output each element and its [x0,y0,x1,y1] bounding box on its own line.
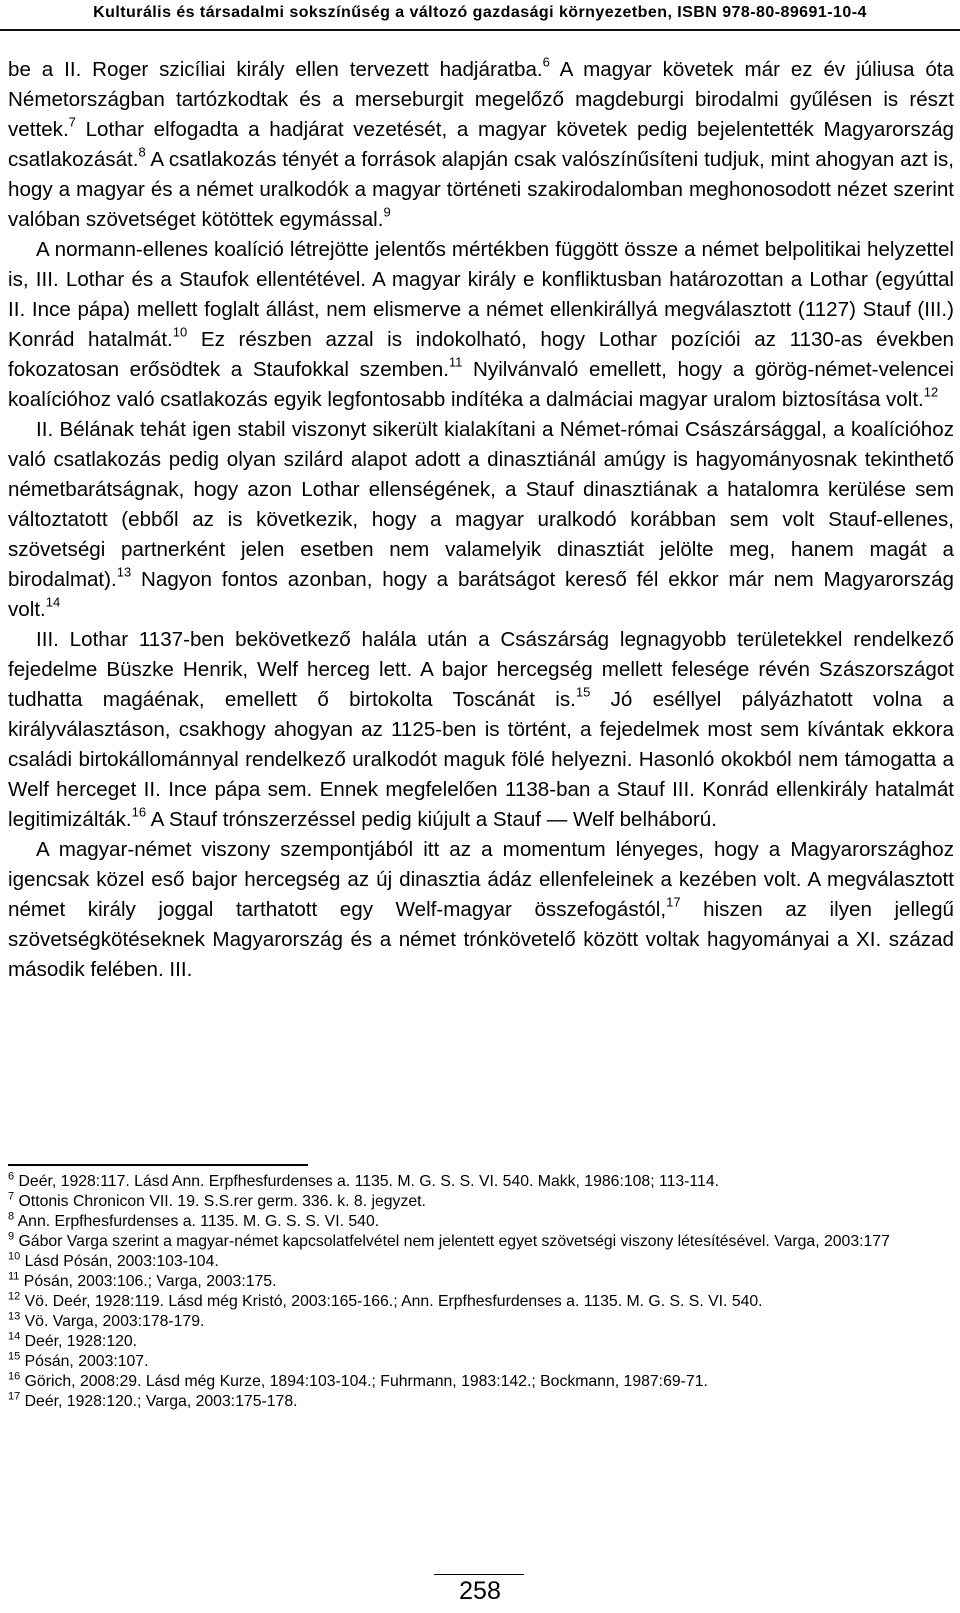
footnote-reference: 17 [666,894,681,910]
footnote-reference: 9 [383,204,391,220]
paragraph-text: be a II. Roger szicíliai király ellen tervezett hadjáratba. [8,58,543,81]
footnote-text: Pósán, 2003:107. [20,1353,149,1370]
footnote-number: 13 [8,1310,21,1323]
paragraph [8,835,954,985]
footnote-number: 6 [8,1170,15,1183]
paragraph [8,415,954,625]
footnote-text: Vö. Varga, 2003:178-179. [20,1313,205,1330]
footnote-text: Görich, 2008:29. Lásd még Kurze, 1894:103-104.; Fuhrmann, 1983:142.; Bockmann, 1987:69-71. [20,1373,708,1390]
footnote [8,1332,908,1352]
footnote-number: 11 [8,1270,20,1283]
footnote-reference: 6 [542,54,550,70]
paragraph-text: A Stauf trónszerzéssel pedig kiújult a Stauf — Welf belháború. [146,808,717,831]
footnote-text: Deér, 1928:120.; Varga, 2003:175-178. [20,1393,298,1410]
page-number: 258 [459,1577,501,1605]
footnote-text: Gábor Varga szerint a magyar-német kapcsolatfelvétel nem jelentett egyet szövetségi viszony létesítésével. Varga, 2003:177 [14,1233,890,1250]
header-rule [0,29,960,31]
footnote [8,1232,908,1252]
footnote-text: Lásd Pósán, 2003:103-104. [20,1253,219,1270]
footnote [8,1272,908,1292]
footnote-text: Ann. Erpfhesfurdenses a. 1135. M. G. S. S. VI. 540. [14,1213,380,1230]
footnote-number: 12 [8,1290,21,1303]
footnote [8,1312,908,1332]
footnote-reference: 12 [923,384,939,400]
footnote [8,1292,908,1312]
footnote-text: Deér, 1928:117. Lásd Ann. Erpfhesfurdenses a. 1135. M. G. S. S. VI. 540. Makk, 1986:108; 113-114. [14,1173,719,1190]
paragraph-text: Nagyon fontos azonban, hogy a barátságot kereső fél ekkor már nem Magyarország volt. [8,568,954,621]
footnote [8,1372,908,1392]
footnote [8,1392,908,1412]
body-text [8,55,954,985]
footnote [8,1352,908,1372]
footnote-reference: 14 [45,594,61,610]
footnote [8,1252,908,1272]
paragraph-text: A magyar-német viszony szempontjából itt az a momentum lényeges, hogy a Magyarországhoz igencsak közel eső bajor hercegség az új dinasztia ádáz ellenfeleinek a kezében volt. A megválasztott német király joggal tarthatott egy Welf-magyar összefogástól, [8,838,954,921]
footnote-number: 15 [8,1350,21,1363]
footnote-reference: 13 [116,564,132,580]
footnote [8,1192,908,1212]
footnote-text: Ottonis Chronicon VII. 19. S.S.rer germ. 336. k. 8. jegyzet. [14,1193,426,1210]
footnote-text: Vö. Deér, 1928:119. Lásd még Kristó, 2003:165-166.; Ann. Erpfhesfurdenses a. 1135. M. G. S. S. VI. 540. [20,1293,763,1310]
page-number-rule [434,1574,524,1575]
footnote-reference: 10 [172,324,188,340]
paragraph-text: A csatlakozás tényét a források alapján csak valószínűsíteni tudjuk, mint ahogyan azt is, hogy a magyar és a német uralkodók a magyar történeti szakirodalomban meghonosodott nézet szerint valóban szövetséget kötöttek egymással. [8,148,954,231]
paragraph-text: Ez részben azzal is indokolható, hogy Lothar pozíciói az 1130-as években fokozatosan erősödtek a Staufokkal szemben. [8,328,954,381]
paragraph-text: hiszen az ilyen jellegű szövetségkötéseknek Magyarország és a német trónkövetelő között voltak hagyományai a XI. század második felében. III. [8,898,954,981]
footnote-number: 17 [8,1390,21,1403]
paragraph [8,235,954,415]
footnote-reference: 7 [68,114,76,130]
footnote-number: 16 [8,1370,21,1383]
footnote-reference: 11 [448,354,463,370]
footnote [8,1212,908,1232]
footnotes [8,1172,908,1412]
footnote-text: Deér, 1928:120. [20,1333,138,1350]
running-header: Kulturális és társadalmi sokszínűség a változó gazdasági környezetben, ISBN 978-80-89691-10-4 [93,4,867,21]
footnote-reference: 15 [575,684,591,700]
footnote-number: 8 [8,1210,15,1223]
footnote-number: 14 [8,1330,21,1343]
paragraph-text: II. Bélának tehát igen stabil viszonyt sikerült kialakítani a Német-római Császársággal, a koalícióhoz való csatlakozás pedig olyan szilárd alapot adott a dinasztiánál amúgy is hagyományosnak tekinthető németbarátságnak, hogy azon Lothar ellenségének, a Stauf dinasztiának a hatalomra kerülése sem változtatott (ebből az is következik, hogy a magyar uralkodó korábban sem volt Stauf-ellenes, szövetségi partnerként jelen esetben nem valamelyik dinasztiát jelölte meg, hanem magát a birodalmat). [8,418,954,591]
footnote-number: 7 [8,1190,15,1203]
paragraph [8,625,954,835]
paragraph-text: A magyar követek már ez év júliusa óta Németországban tartózkodtak és a merseburgit megelőző magdeburgi birodalmi gyűlésen is részt vettek. [8,58,954,141]
footnote [8,1172,908,1192]
paragraph-text: Jó eséllyel pályázhatott volna a királyválasztáson, csakhogy ahogyan az 1125-ben is történt, a fejedelmek most sem kívántak ekkora családi birtokállománnyal rendelkező uralkodót maguk fölé helyezni. Hasonló okokból nem támogatta a Welf herceget II. Ince pápa sem. Ennek megfelelően 1138-ban a Stauf III. Konrád ellenkirály hatalmát legitimizálták. [8,688,954,831]
paragraph-text: Lothar elfogadta a hadjárat vezetését, a magyar követek pedig bejelentették Magyarország csatlakozását. [8,118,954,171]
footnote-number: 9 [8,1230,15,1243]
paragraph [8,55,954,235]
footnote-reference: 8 [138,144,146,160]
footnote-separator [8,1164,308,1166]
footnote-reference: 16 [131,804,147,820]
paragraph-text: III. Lothar 1137-ben bekövetkező halála után a Császárság legnagyobb területekkel rendelkező fejedelme Büszke Henrik, Welf herceg lett. A bajor hercegség mellett felesége révén Szászországot tudhatta magáénak, emellett ő birtokolta Toscánát is. [8,628,954,711]
paragraph-text: Nyilvánvaló emellett, hogy a görög-német-velencei koalícióhoz való csatlakozás egyik legfontosabb indítéka a dalmáciai magyar uralom biztosítása volt. [8,358,955,411]
footnote-text: Pósán, 2003:106.; Varga, 2003:175. [19,1273,277,1290]
footnote-number: 10 [8,1250,21,1263]
paragraph-text: A normann-ellenes koalíció létrejötte jelentős mértékben függött össze a német belpolitikai helyzettel is, III. Lothar és a Staufok ellentétével. A magyar király e konfliktusban határozottan a Lothar (egyúttal II. Ince pápa) mellett foglalt állást, nem elismerve a német ellenkirállyá megválasztott (1127) Stauf (III.) Konrád hatalmát. [8,238,954,351]
